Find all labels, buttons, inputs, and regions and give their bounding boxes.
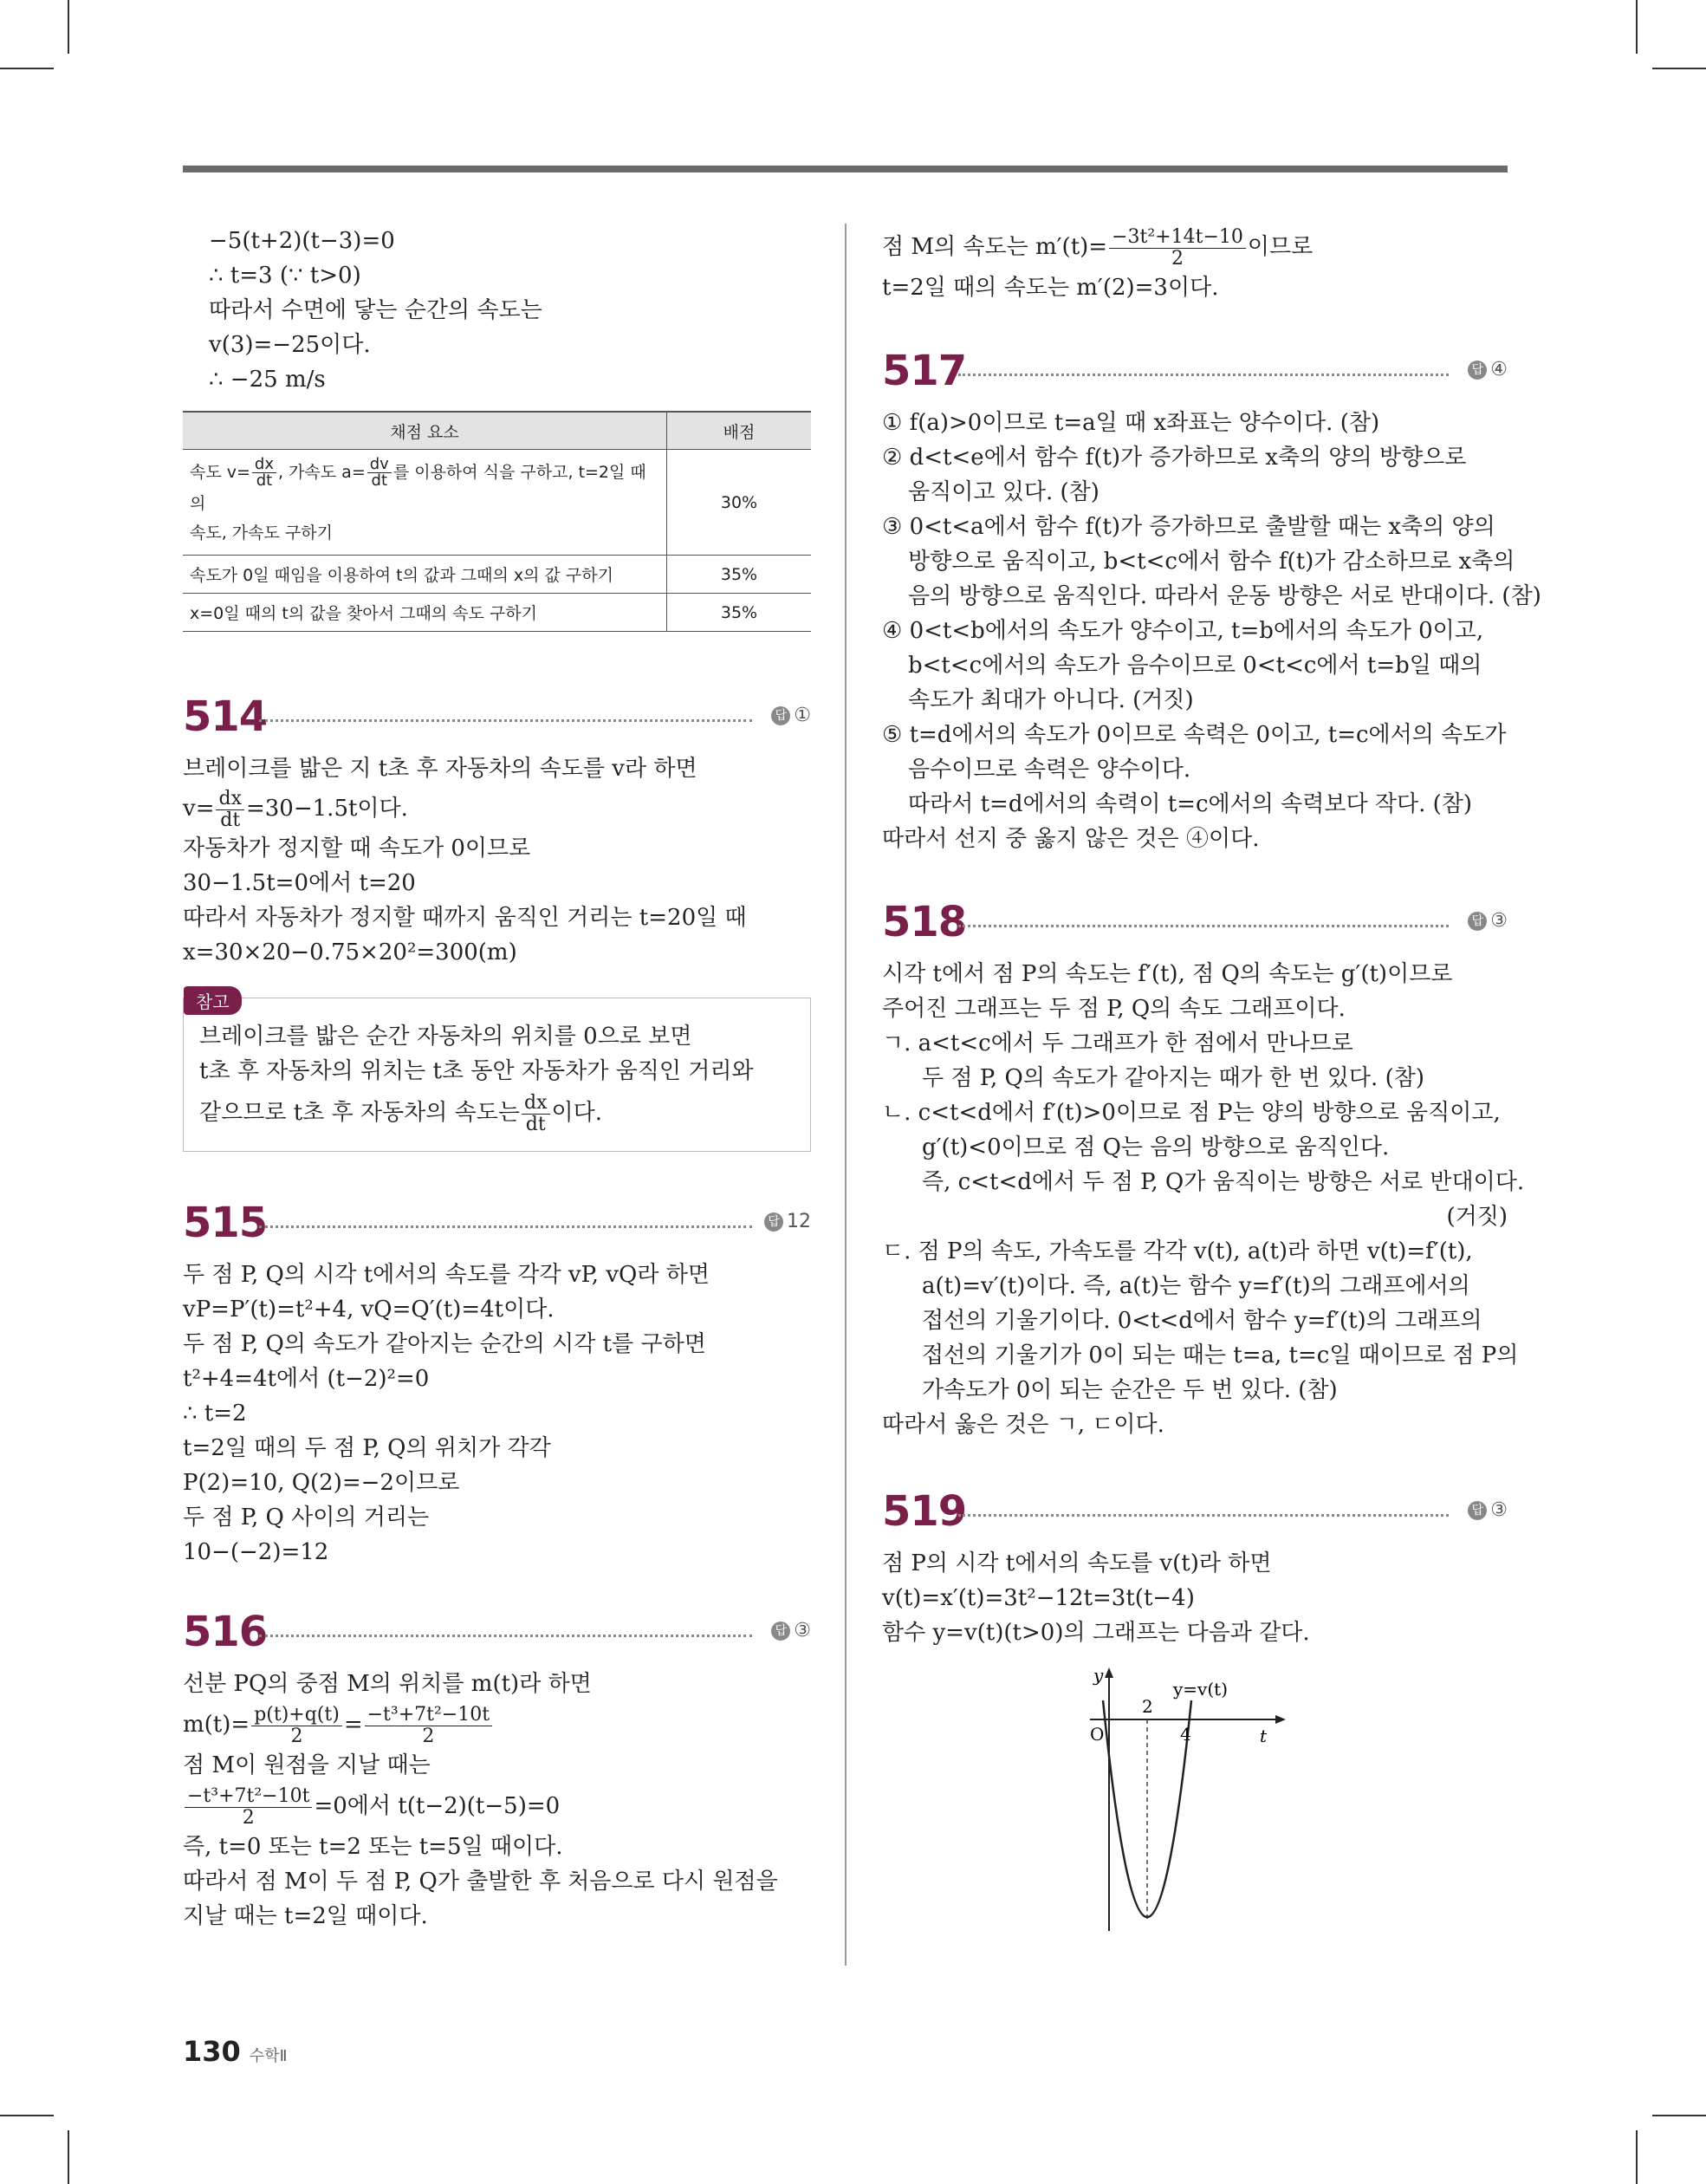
page-footer (183, 2035, 287, 2068)
answer-icon: 답 (1468, 1501, 1487, 1520)
text-line: t초 후 자동차의 위치는 t초 동안 자동차가 움직인 거리와 (199, 1058, 754, 1084)
velocity-graph (1090, 1666, 1289, 1934)
dotted-leader (259, 1225, 752, 1228)
text-line: 점 P의 시각 t에서의 속도를 v(t)라 하면 (882, 1550, 1272, 1576)
scoring-table (183, 411, 811, 632)
text-line: v(t)=x′(t)=3t²−12t=3t(t−4) (882, 1585, 1195, 1611)
text-line: 점 M의 속도는 m′(t)= $\frac{\text{−3t²+14t−10}}{2}$ 이므로 (882, 225, 1314, 270)
text-line: 음의 방향으로 움직인다. 따라서 운동 방향은 서로 반대이다. (참) (908, 583, 1541, 609)
subject-label: 수학Ⅱ (249, 2047, 288, 2065)
answer-badge: 답 ③ (771, 1620, 811, 1641)
text-line: 따라서 선지 중 옳지 않은 것은 ④이다. (882, 826, 1260, 852)
problem-517-body (882, 406, 1541, 856)
y-axis-label: y (1093, 1666, 1104, 1686)
text-line: ∴ −25 m/s (209, 367, 326, 393)
column-divider (845, 224, 847, 1966)
problem-517-header (882, 343, 1508, 395)
text-line: 선분 PQ의 중점 M의 위치를 m(t)라 하면 (183, 1671, 592, 1697)
text-line: 즉, c<t<d에서 두 점 P, Q가 움직이는 방향은 서로 반대이다. (922, 1169, 1525, 1195)
text-line: $\frac{\text{−t³+7t²−10t}}{2}$ =0에서 t(t−2)(t−5)=0 (183, 1783, 811, 1830)
page-number: 130 (183, 2035, 241, 2068)
text-line: P(2)=10, Q(2)=−2이므로 (183, 1470, 460, 1496)
answer-badge: 답 ③ (1468, 910, 1508, 932)
text-line: x=30×20−0.75×20²=300(m) (183, 939, 517, 965)
text-line: ㄷ. 점 P의 속도, 가속도를 각각 v(t), a(t)라 하면 v(t)=f′(t), (882, 1238, 1473, 1264)
answer-icon: 답 (1468, 361, 1487, 380)
text-line: 시각 t에서 점 P의 속도는 f′(t), 점 Q의 속도는 g′(t)이므로 (882, 961, 1453, 987)
table-cell: 35% (667, 556, 812, 594)
fraction: $\frac{\text{−t³+7t²−10t}}{2}$ (185, 1786, 312, 1829)
text-line: ② d<t<e에서 함수 f(t)가 증가하므로 x축의 양의 방향으로 (882, 445, 1467, 471)
table-header: 배점 (667, 412, 812, 450)
text-line: ① f(a)>0이므로 t=a일 때 x좌표는 양수이다. (참) (882, 410, 1380, 436)
text-line: ⑤ t=d에서의 속도가 0이므로 속력은 0이고, t=c에서의 속도가 (882, 722, 1507, 748)
table-cell: 35% (667, 594, 812, 632)
text-line: 속도가 최대가 아니다. (거짓) (908, 687, 1194, 713)
text-line: 지날 때는 t=2일 때이다. (183, 1903, 428, 1929)
answer-icon: 답 (771, 1622, 790, 1641)
text-line: 접선의 기울기가 0이 되는 때는 t=a, t=c일 때이므로 점 P의 (922, 1342, 1519, 1368)
note-tag: 참고 (184, 986, 242, 1015)
tick-label-4: 4 (1180, 1724, 1191, 1745)
crop-mark (0, 68, 54, 69)
answer-icon: 답 (764, 1212, 783, 1232)
text-line: 두 점 P, Q의 속도가 같아지는 순간의 시각 t를 구하면 (183, 1331, 706, 1357)
crop-mark (1636, 2130, 1638, 2184)
table-row (183, 450, 811, 556)
text-line: 점 M이 원점을 지날 때는 (183, 1752, 431, 1778)
answer-badge: 답 ③ (1468, 1499, 1508, 1521)
x-axis-arrow (1275, 1715, 1286, 1724)
crop-mark (68, 0, 69, 54)
dotted-leader (958, 374, 1449, 376)
problem-515-header (183, 1195, 811, 1247)
x-axis-label: t (1260, 1726, 1268, 1746)
table-cell: 속도가 0일 때임을 이용하여 t의 값과 그때의 x의 값 구하기 (183, 556, 667, 594)
table-row (183, 594, 811, 632)
text-line: t=2일 때의 속도는 m′(2)=3이다. (882, 275, 1219, 301)
text-line: ㄱ. a<t<c에서 두 그래프가 한 점에서 만나므로 (882, 1030, 1353, 1056)
answer-badge: 답 ④ (1468, 359, 1508, 380)
text-line: 브레이크를 밟은 순간 자동차의 위치를 0으로 보면 (199, 1024, 692, 1050)
text-line: 자동차가 정지할 때 속도가 0이므로 (183, 835, 531, 861)
problem-519-header (882, 1484, 1508, 1536)
text-line: ③ 0<t<a에서 함수 f(t)가 증가하므로 출발할 때는 x축의 양의 (882, 514, 1495, 540)
problem-number: 514 (183, 692, 268, 741)
text-line: vP=P′(t)=t²+4, vQ=Q′(t)=4t이다. (183, 1297, 555, 1323)
problem-514-header (183, 689, 811, 741)
text-line: 두 점 P, Q 사이의 거리는 (183, 1505, 430, 1531)
header-bar (183, 166, 1508, 172)
left-column (183, 224, 811, 1934)
problem-number: 516 (183, 1608, 268, 1656)
intro-block (183, 224, 811, 397)
table-cell: 속도 v= $\frac{dx}{dt}$ , 가속도 a= $\frac{dv}{dt}$ 를 이용하여 식을 구하고, t=2일 때의 속도, 가속도 구하기 (183, 450, 667, 556)
crop-mark (68, 2130, 69, 2184)
crop-mark (1652, 68, 1706, 69)
crop-mark (1636, 0, 1638, 54)
text-line: 움직이고 있다. (참) (908, 479, 1099, 505)
problem-number: 518 (882, 898, 967, 946)
answer-badge: 답 ① (771, 705, 811, 726)
table-cell: x=0일 때의 t의 값을 찾아서 그때의 속도 구하기 (183, 594, 667, 632)
text-line: ④ 0<t<b에서의 속도가 양수이고, t=b에서의 속도가 0이고, (882, 618, 1484, 644)
text-line: 두 점 P, Q의 속도가 같아지는 때가 한 번 있다. (참) (922, 1065, 1424, 1091)
text-line: 따라서 t=d에서의 속력이 t=c에서의 속력보다 작다. (참) (908, 791, 1473, 817)
text-line: 즉, t=0 또는 t=2 또는 t=5일 때이다. (183, 1834, 563, 1860)
text-line: 음수이므로 속력은 양수이다. (908, 757, 1191, 783)
text-line: t²+4=4t에서 (t−2)²=0 (183, 1366, 430, 1392)
problem-number: 515 (183, 1199, 268, 1247)
dotted-leader (259, 1635, 752, 1637)
text-line: 30−1.5t=0에서 t=20 (183, 870, 416, 896)
text-line: ㄴ. c<t<d에서 f′(t)>0이므로 점 P는 양의 방향으로 움직이고, (882, 1100, 1501, 1126)
right-column (882, 224, 1541, 1938)
origin-label: O (1090, 1724, 1105, 1745)
text-line: 따라서 점 M이 두 점 P, Q가 출발한 후 처음으로 다시 원점을 (183, 1869, 778, 1895)
curve-label: y=v(t) (1173, 1679, 1228, 1700)
crop-mark (0, 2115, 54, 2116)
table-row (183, 556, 811, 594)
fraction: $\frac{dx}{dt}$ (216, 789, 244, 831)
table-header: 채점 요소 (183, 412, 667, 450)
answer-icon: 답 (771, 706, 790, 725)
fraction: $\frac{\text{−t³+7t²−10t}}{2}$ (365, 1705, 492, 1747)
text-line: (거짓) (1446, 1204, 1508, 1230)
answer-icon: 답 (1468, 912, 1487, 931)
reference-note (183, 991, 811, 1152)
text-line: 주어진 그래프는 두 점 P, Q의 속도 그래프이다. (882, 996, 1346, 1022)
fraction: $\frac{dx}{dt}$ (252, 457, 276, 489)
fraction: $\frac{dv}{dt}$ (367, 457, 392, 489)
text-line: v(3)=−25이다. (209, 332, 371, 358)
tick-label-2: 2 (1142, 1696, 1153, 1717)
text-line: t=2일 때의 두 점 P, Q의 위치가 각각 (183, 1435, 551, 1461)
text-line: 접선의 기울기이다. 0<t<d에서 함수 y=f′(t)의 그래프의 (922, 1308, 1482, 1334)
fraction: $\frac{\text{−3t²+14t−10}}{2}$ (1109, 227, 1246, 270)
problem-518-body (882, 957, 1525, 1442)
fraction: $\frac{dx}{dt}$ (522, 1093, 550, 1135)
text-line: 가속도가 0이 되는 순간은 두 번 있다. (참) (922, 1377, 1338, 1403)
table-cell: 30% (667, 450, 812, 556)
text-line: 함수 y=v(t)(t>0)의 그래프는 다음과 같다. (882, 1620, 1310, 1646)
dotted-leader (958, 1514, 1449, 1517)
problem-number: 517 (882, 347, 967, 395)
crop-mark (1652, 2115, 1706, 2116)
y-axis-arrow (1105, 1667, 1113, 1678)
dotted-leader (958, 925, 1449, 927)
text-line: 두 점 P, Q의 시각 t에서의 속도를 각각 vP, vQ라 하면 (183, 1262, 710, 1288)
text-line: 따라서 수면에 닿는 순간의 속도는 (209, 297, 542, 323)
text-line: ∴ t=2 (183, 1401, 247, 1427)
dotted-leader (259, 719, 752, 722)
text-line: 방향으로 움직이고, b<t<c에서 함수 f(t)가 감소하므로 x축의 (908, 549, 1515, 575)
text-line: a(t)=v′(t)이다. 즉, a(t)는 함수 y=f′(t)의 그래프에서의 (922, 1273, 1470, 1299)
problem-516-header (183, 1604, 811, 1656)
text-line: ∴ t=3 (∵ t>0) (209, 263, 361, 289)
text-line: 따라서 옳은 것은 ㄱ, ㄷ이다. (882, 1412, 1164, 1438)
text-line: b<t<c에서의 속도가 음수이므로 0<t<c에서 t=b일 때의 (908, 653, 1482, 679)
text-line: 10−(−2)=12 (183, 1539, 329, 1565)
answer-badge: 답 12 (764, 1211, 811, 1232)
table-header-row (183, 412, 811, 450)
text-line: v= $\frac{dx}{dt}$ =30−1.5t이다. (183, 787, 408, 831)
problem-number: 519 (882, 1487, 967, 1536)
text-line: m(t)= $\frac{p(t)+q(t)}{2}$ = $\frac{\text{−t³+7t²−10t}}{2}$ (183, 1701, 811, 1748)
text-line: 따라서 자동차가 정지할 때까지 움직인 거리는 t=20일 때 (183, 905, 747, 931)
text-line: −5(t+2)(t−3)=0 (209, 228, 395, 254)
text-line: 같으므로 t초 후 자동차의 속도는 $\frac{dx}{dt}$ 이다. (199, 1091, 603, 1135)
text-line: 브레이크를 밟은 지 t초 후 자동차의 속도를 v라 하면 (183, 756, 697, 782)
text-line: g′(t)<0이므로 점 Q는 음의 방향으로 움직인다. (922, 1134, 1390, 1160)
fraction: $\frac{p(t)+q(t)}{2}$ (251, 1705, 342, 1747)
problem-518-header (882, 894, 1508, 946)
